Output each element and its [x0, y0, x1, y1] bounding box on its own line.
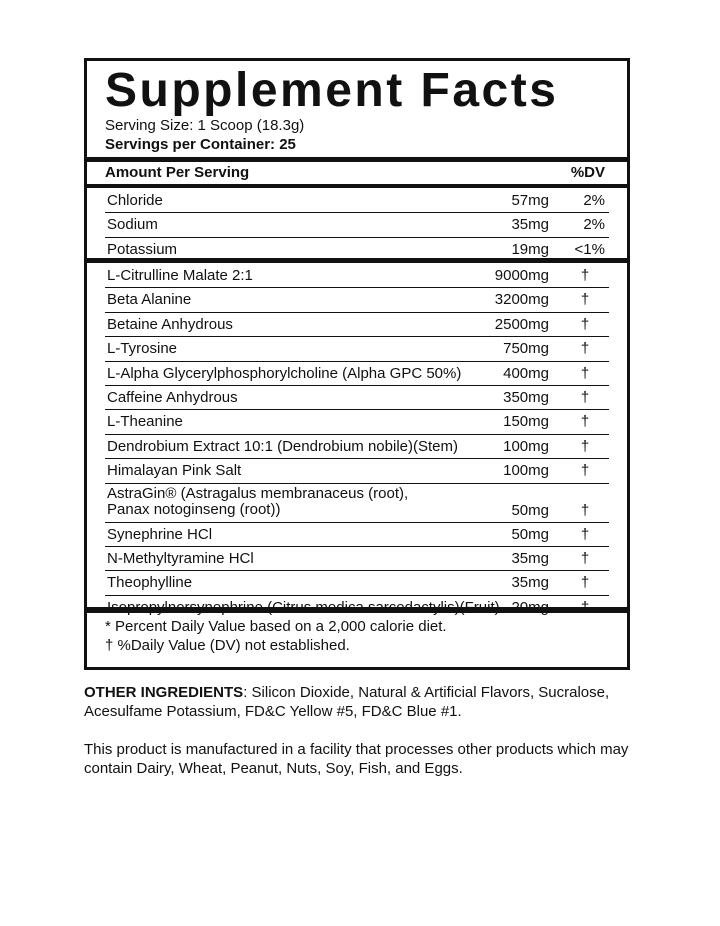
nutrient-dv: †	[580, 267, 590, 284]
nutrient-amount: 100mg	[503, 437, 549, 455]
nutrient-amount: 2500mg	[494, 315, 549, 333]
footnote-dv: * Percent Daily Value based on a 2,000 calorie diet.	[105, 618, 447, 635]
nutrient-amount: 35mg	[511, 216, 549, 234]
footnote-dagger: † %Daily Value (DV) not established.	[105, 637, 350, 654]
nutrient-dv: †	[580, 501, 590, 519]
nutrient-dv: 2%	[583, 216, 605, 234]
nutrient-name: L-Citrulline Malate 2:1	[107, 267, 253, 284]
nutrient-dv: †	[580, 315, 590, 333]
divider-bottom	[87, 607, 627, 613]
table-row	[105, 435, 609, 459]
divider-header	[87, 184, 627, 188]
supplement-facts-panel	[84, 58, 630, 670]
nutrient-name: Potassium	[107, 240, 178, 258]
facility-notice: This product is manufactured in a facility that processes other products which may contain Dairy, Wheat, Peanut, Nuts, Soy, Fish, and Eggs.	[84, 741, 629, 777]
panel-title: Supplement Facts	[105, 64, 559, 117]
nutrient-dv: †	[580, 413, 590, 431]
table-row	[105, 213, 609, 237]
nutrient-amount: 57mg	[511, 192, 549, 209]
nutrient-dv: †	[580, 388, 590, 406]
column-header	[105, 162, 609, 184]
table-row	[105, 189, 609, 213]
nutrient-amount: 750mg	[503, 340, 549, 358]
nutrient-dv: †	[580, 549, 590, 567]
nutrient-name: AstraGin® (Astragalus membranaceus (root), Panax notoginseng (root))	[107, 484, 409, 518]
table-row	[105, 386, 609, 410]
nutrient-dv: †	[580, 462, 590, 480]
nutrient-name: Himalayan Pink Salt	[107, 462, 242, 480]
table-row	[105, 337, 609, 361]
nutrient-amount: 35mg	[511, 549, 549, 567]
nutrient-amount: 19mg	[511, 240, 549, 258]
nutrient-dv: †	[580, 525, 590, 543]
nutrient-dv: 2%	[583, 192, 605, 209]
nutrient-dv: <1%	[574, 240, 605, 258]
nutrient-amount: 100mg	[503, 462, 549, 480]
nutrient-dv: †	[580, 574, 590, 592]
table-row	[105, 484, 609, 523]
nutrient-name: L-Alpha Glycerylphosphorylcholine (Alpha GPC 50%)	[107, 364, 462, 382]
table-row	[105, 264, 609, 288]
nutrient-name: Beta Alanine	[107, 291, 192, 309]
footnotes	[105, 617, 447, 655]
electrolyte-table	[105, 189, 609, 261]
nutrient-amount: 9000mg	[494, 267, 549, 284]
divider-mid	[87, 258, 627, 263]
other-ingredients-text: : Silicon Dioxide, Natural & Artificial Flavors, Sucralose, Acesulfame Potassium, FD&C Yellow #5, FD&C Blue #1.	[84, 684, 610, 720]
other-ingredients	[84, 683, 644, 721]
nutrient-name: Sodium	[107, 216, 158, 234]
nutrient-name: Chloride	[107, 192, 163, 209]
table-row	[105, 362, 609, 386]
nutrient-amount: 50mg	[511, 501, 549, 519]
nutrient-dv: †	[580, 437, 590, 455]
nutrient-name: Synephrine HCl	[107, 525, 213, 543]
table-row	[105, 313, 609, 337]
table-row	[105, 571, 609, 595]
nutrient-dv: †	[580, 291, 590, 309]
nutrient-amount: 3200mg	[494, 291, 549, 309]
nutrient-amount: 350mg	[503, 388, 549, 406]
nutrient-name: Dendrobium Extract 10:1 (Dendrobium nobile)(Stem)	[107, 437, 458, 455]
nutrient-amount: 50mg	[511, 525, 549, 543]
nutrient-dv: †	[580, 364, 590, 382]
serving-size: Serving Size: 1 Scoop (18.3g)	[105, 117, 305, 134]
nutrient-amount: 35mg	[511, 574, 549, 592]
table-row	[105, 459, 609, 483]
nutrient-name: Caffeine Anhydrous	[107, 388, 238, 406]
dv-header-label: %DV	[570, 164, 605, 181]
table-row	[105, 288, 609, 312]
table-row	[105, 523, 609, 547]
ingredient-table	[105, 264, 609, 619]
amount-per-serving-label: Amount Per Serving	[105, 164, 250, 181]
nutrient-dv: †	[580, 340, 590, 358]
nutrient-amount: 150mg	[503, 413, 549, 431]
table-row	[105, 547, 609, 571]
nutrient-name: L-Tyrosine	[107, 340, 178, 358]
nutrient-amount: 400mg	[503, 364, 549, 382]
servings-per-container: Servings per Container: 25	[105, 136, 296, 153]
nutrient-name: N-Methyltyramine HCl	[107, 549, 254, 567]
table-row	[105, 410, 609, 434]
other-ingredients-label: OTHER INGREDIENTS	[84, 684, 244, 701]
nutrient-name: Betaine Anhydrous	[107, 315, 233, 333]
nutrient-name: Theophylline	[107, 574, 193, 592]
nutrient-name: L-Theanine	[107, 413, 183, 431]
